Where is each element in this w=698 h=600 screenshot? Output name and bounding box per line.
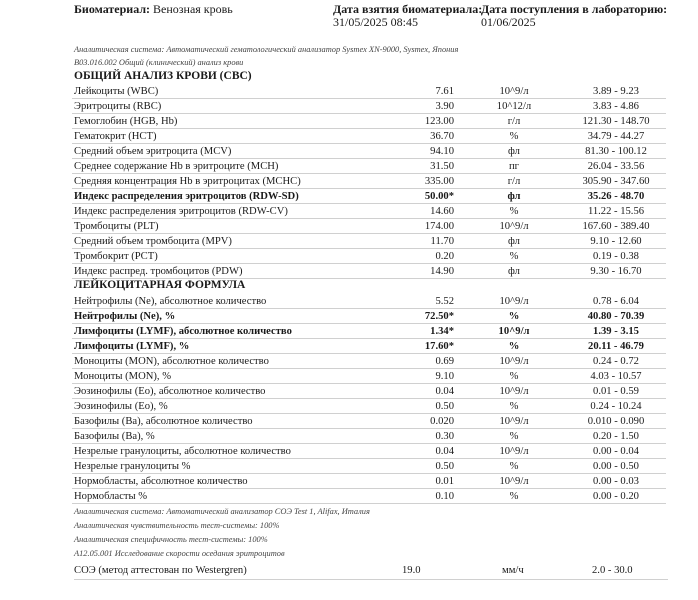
- result-unit: %: [462, 459, 566, 474]
- reference-range: 40.80 - 70.39: [566, 309, 666, 324]
- collection-date-value: 31/05/2025 08:45: [333, 15, 419, 29]
- result-value: 5.52: [354, 294, 462, 309]
- test-name: Лейкоциты (WBC): [72, 84, 354, 99]
- result-unit: г/л: [462, 174, 566, 189]
- result-value: 0.20: [354, 249, 462, 264]
- result-value: 123.00: [354, 114, 462, 129]
- test-name: Эозинофилы (Eo), %: [72, 399, 354, 414]
- result-value: 0.020: [354, 414, 462, 429]
- result-unit: 10^9/л: [462, 84, 566, 99]
- result-row: [72, 369, 666, 384]
- reference-range: 35.26 - 48.70: [566, 189, 666, 204]
- reference-range: 0.01 - 0.59: [566, 384, 666, 399]
- result-unit: фл: [462, 189, 566, 204]
- reference-range: 3.89 - 9.23: [566, 84, 666, 99]
- reference-range: 34.79 - 44.27: [566, 129, 666, 144]
- reference-range: 305.90 - 347.60: [566, 174, 666, 189]
- result-row: [72, 129, 666, 144]
- result-row: [72, 444, 666, 459]
- result-unit: %: [462, 369, 566, 384]
- result-unit: %: [462, 489, 566, 504]
- test-name: Средний объем тромбоцита (MPV): [72, 234, 354, 249]
- test-name: Средний объем эритроцита (MCV): [72, 144, 354, 159]
- cbc-section-title: ОБЩИЙ АНАЛИЗ КРОВИ (CBC): [74, 70, 252, 82]
- leukocyte-section-title: ЛЕЙКОЦИТАРНАЯ ФОРМУЛА: [74, 279, 246, 291]
- result-value: 0.10: [354, 489, 462, 504]
- reference-range: 0.00 - 0.03: [566, 474, 666, 489]
- test-name: Эозинофилы (Eo), абсолютное количество: [72, 384, 354, 399]
- result-row: [72, 84, 666, 99]
- biomaterial-label: Биоматериал:: [74, 2, 151, 16]
- result-row: [72, 474, 666, 489]
- reference-range: 20.11 - 46.79: [566, 339, 666, 354]
- result-row: [72, 114, 666, 129]
- reference-range: 0.00 - 0.20: [566, 489, 666, 504]
- result-row: [72, 429, 666, 444]
- result-row: [72, 99, 666, 114]
- result-row: [72, 189, 666, 204]
- biomaterial-field: [74, 3, 233, 16]
- test-name: Эритроциты (RBC): [72, 99, 354, 114]
- result-value: 17.60*: [354, 339, 462, 354]
- result-value: 7.61: [354, 84, 462, 99]
- result-value: 72.50*: [354, 309, 462, 324]
- collection-date-label: Дата взятия биоматериала:: [333, 2, 483, 16]
- reference-range: 9.10 - 12.60: [566, 234, 666, 249]
- reference-range: 0.78 - 6.04: [566, 294, 666, 309]
- test-name: Индекс распределения эритроцитов (RDW-CV): [72, 204, 354, 219]
- reference-range: 167.60 - 389.40: [566, 219, 666, 234]
- esr-range: 2.0 - 30.0: [592, 565, 633, 576]
- result-row: [72, 249, 666, 264]
- result-unit: 10^9/л: [462, 474, 566, 489]
- result-unit: %: [462, 399, 566, 414]
- result-value: 9.10: [354, 369, 462, 384]
- result-value: 0.01: [354, 474, 462, 489]
- result-unit: 10^12/л: [462, 99, 566, 114]
- test-name: Моноциты (MON), абсолютное количество: [72, 354, 354, 369]
- result-unit: фл: [462, 144, 566, 159]
- result-value: 50.00*: [354, 189, 462, 204]
- result-row: [72, 414, 666, 429]
- test-name: Гемоглобин (HGB, Hb): [72, 114, 354, 129]
- result-value: 94.10: [354, 144, 462, 159]
- result-row: [72, 324, 666, 339]
- result-value: 0.50: [354, 399, 462, 414]
- reference-range: 121.30 - 148.70: [566, 114, 666, 129]
- result-unit: %: [462, 339, 566, 354]
- result-row: [72, 204, 666, 219]
- received-date-label: Дата поступления в лабораторию:: [481, 2, 668, 16]
- result-row: [72, 489, 666, 504]
- result-row: [72, 399, 666, 414]
- reference-range: 3.83 - 4.86: [566, 99, 666, 114]
- test-name: Базофилы (Ba), %: [72, 429, 354, 444]
- reference-range: 0.00 - 0.50: [566, 459, 666, 474]
- reference-range: 0.010 - 0.090: [566, 414, 666, 429]
- esr-sensitivity-note: Аналитическая чувствительность тест-системы: 100%: [74, 521, 280, 530]
- result-value: 0.30: [354, 429, 462, 444]
- result-unit: г/л: [462, 114, 566, 129]
- result-value: 11.70: [354, 234, 462, 249]
- result-row: [72, 174, 666, 189]
- result-value: 335.00: [354, 174, 462, 189]
- test-name: Моноциты (MON), %: [72, 369, 354, 384]
- cbc-system-note: Аналитическая система: Автоматический гематологический анализатор Sysmex XN-9000, Sysmex, Япония: [74, 45, 459, 54]
- result-row: [72, 459, 666, 474]
- test-name: Нормобласты %: [72, 489, 354, 504]
- received-date-value: 01/06/2025: [481, 15, 536, 29]
- result-value: 0.04: [354, 444, 462, 459]
- esr-row: [74, 565, 668, 580]
- test-name: Нейтрофилы (Ne), %: [72, 309, 354, 324]
- reference-range: 26.04 - 33.56: [566, 159, 666, 174]
- test-name: Незрелые гранулоциты %: [72, 459, 354, 474]
- test-name: Нормобласты, абсолютное количество: [72, 474, 354, 489]
- reference-range: 0.19 - 0.38: [566, 249, 666, 264]
- result-row: [72, 144, 666, 159]
- result-row: [72, 234, 666, 249]
- esr-unit: мм/ч: [502, 565, 524, 576]
- result-unit: 10^9/л: [462, 294, 566, 309]
- reference-range: 11.22 - 15.56: [566, 204, 666, 219]
- result-value: 14.60: [354, 204, 462, 219]
- result-value: 14.90: [354, 264, 462, 279]
- test-name: Гематокрит (HCT): [72, 129, 354, 144]
- result-row: [72, 309, 666, 324]
- test-name: Индекс распред. тромбоцитов (PDW): [72, 264, 354, 279]
- test-name: Нейтрофилы (Ne), абсолютное количество: [72, 294, 354, 309]
- result-unit: 10^9/л: [462, 444, 566, 459]
- result-unit: 10^9/л: [462, 354, 566, 369]
- esr-code-note: A12.05.001 Исследование скорости оседания эритроцитов: [74, 549, 285, 558]
- test-name: Тромбоциты (PLT): [72, 219, 354, 234]
- result-row: [72, 384, 666, 399]
- reference-range: 81.30 - 100.12: [566, 144, 666, 159]
- test-name: Тромбокрит (PCT): [72, 249, 354, 264]
- result-row: [72, 339, 666, 354]
- result-unit: %: [462, 249, 566, 264]
- result-unit: 10^9/л: [462, 384, 566, 399]
- result-unit: %: [462, 309, 566, 324]
- biomaterial-value: Венозная кровь: [153, 2, 233, 16]
- result-row: [72, 159, 666, 174]
- result-unit: 10^9/л: [462, 414, 566, 429]
- result-value: 31.50: [354, 159, 462, 174]
- esr-value: 19.0: [402, 565, 421, 576]
- test-name: Незрелые гранулоциты, абсолютное количество: [72, 444, 354, 459]
- result-value: 1.34*: [354, 324, 462, 339]
- test-name: Средняя концентрация Hb в эритроцитах (MCHC): [72, 174, 354, 189]
- leukocyte-results-table: [72, 294, 666, 504]
- test-name: Базофилы (Ba), абсолютное количество: [72, 414, 354, 429]
- esr-specificity-note: Аналитическая специфичность тест-системы: 100%: [74, 535, 268, 544]
- result-unit: %: [462, 129, 566, 144]
- result-value: 0.04: [354, 384, 462, 399]
- result-unit: пг: [462, 159, 566, 174]
- result-row: [72, 294, 666, 309]
- result-unit: 10^9/л: [462, 324, 566, 339]
- reference-range: 1.39 - 3.15: [566, 324, 666, 339]
- cbc-results-table: [72, 84, 666, 279]
- reference-range: 0.00 - 0.04: [566, 444, 666, 459]
- result-unit: фл: [462, 234, 566, 249]
- result-row: [72, 354, 666, 369]
- test-name: Лимфоциты (LYMF), абсолютное количество: [72, 324, 354, 339]
- result-unit: %: [462, 429, 566, 444]
- reference-range: 0.20 - 1.50: [566, 429, 666, 444]
- reference-range: 0.24 - 10.24: [566, 399, 666, 414]
- result-value: 3.90: [354, 99, 462, 114]
- result-value: 174.00: [354, 219, 462, 234]
- reference-range: 9.30 - 16.70: [566, 264, 666, 279]
- result-unit: фл: [462, 264, 566, 279]
- result-unit: %: [462, 204, 566, 219]
- test-name: Среднее содержание Hb в эритроците (MCH): [72, 159, 354, 174]
- esr-name: СОЭ (метод аттестован по Westergren): [74, 565, 247, 576]
- reference-range: 4.03 - 10.57: [566, 369, 666, 384]
- reference-range: 0.24 - 0.72: [566, 354, 666, 369]
- result-row: [72, 264, 666, 279]
- result-value: 36.70: [354, 129, 462, 144]
- esr-system-note: Аналитическая система: Автоматический анализатор СОЭ Test 1, Alifax, Италия: [74, 507, 370, 516]
- cbc-code-note: B03.016.002 Общий (клинический) анализ крови: [74, 58, 244, 67]
- result-unit: 10^9/л: [462, 219, 566, 234]
- result-row: [72, 219, 666, 234]
- test-name: Лимфоциты (LYMF), %: [72, 339, 354, 354]
- result-value: 0.69: [354, 354, 462, 369]
- test-name: Индекс распределения эритроцитов (RDW-SD): [72, 189, 354, 204]
- result-value: 0.50: [354, 459, 462, 474]
